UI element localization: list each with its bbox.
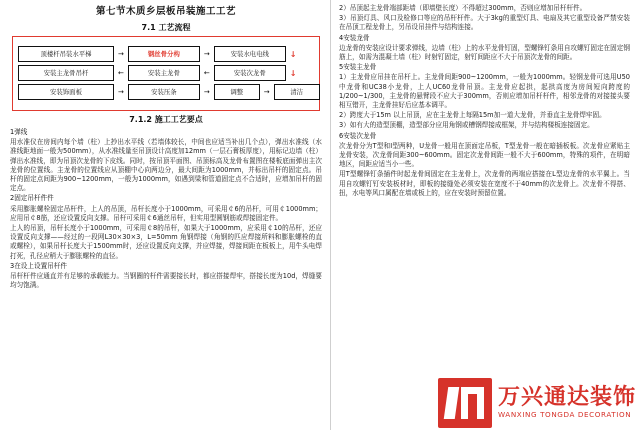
flow-arrow-red-icon: ↓ [289, 49, 297, 59]
flow-node-1-2: 钢丝骨分构 [128, 46, 200, 62]
paragraph: 3）如有大的造型顶棚，造型部分应用角钢或槽钢焊接成框架，并与结构楼板连接固定。 [339, 121, 594, 130]
paragraph: 6安装次龙骨 [339, 131, 377, 140]
flow-node-1-3: 安装水电电线 [214, 46, 286, 62]
flow-node-2-1: 安装主龙骨吊杆 [18, 65, 114, 81]
flow-node-3-2: 安装压条 [128, 84, 200, 100]
watermark-brand-cn: 万兴通达装饰 [497, 385, 636, 410]
flow-arrow-icon: → [203, 50, 210, 58]
paragraph: 用T型螺锋钉条插件时起龙骨间固定在主龙骨上，次龙骨的两端应搭接在L型边龙骨的水平翼上。当用自攻螺钉钉安装板材时，即板的接缝处必须安装在宽度不于40mm的次龙骨上。次龙骨不得搭、扭，水电等风口属配在墙或板上的，应在安装时预留位置。 [339, 170, 630, 197]
flow-arrow-icon: ← [203, 69, 210, 77]
paragraph: 3在设上设置吊杆件 [10, 261, 67, 270]
paragraph: 1弹线 [10, 128, 28, 136]
paragraph: 吊杆杆件应通直并有足够的承载能力。当钢圈的杆件需要接长时，都应搭接焊牢，搭接长度为10d，焊缝要均匀饱满。 [10, 272, 322, 290]
paragraph: 5安装主龙骨 [339, 63, 377, 72]
flow-node-1-1: 顶楼杆吊装水平梯 [18, 46, 114, 62]
flow-row-3 [18, 84, 314, 100]
flow-node-2-3: 安装次龙骨 [214, 65, 286, 81]
flow-arrow-icon: → [203, 88, 210, 96]
right-column [330, 0, 640, 430]
document-title: 第七节木质乡层板吊装施工工艺 [95, 6, 236, 17]
paragraph: 1）主龙骨应吊挂在吊杆上。主龙骨间距900~1200mm，一般为1000mm。轻钢龙骨可选用U50中龙骨和UC38小龙骨，上人UC60龙骨吊顶。主龙骨应起拱，起拱高度为房间短向跨度的1/200~1/300，主龙骨的悬臂段不应大于300mm，否则应增加吊杆杆件，相邻龙骨的对接接头要相互错开，主龙骨挂好后应基本调平。 [339, 73, 630, 110]
flow-arrow-red-icon: ↓ [289, 68, 297, 78]
flow-node-2-2: 安装主龙骨 [128, 65, 200, 81]
watermark-brand-en: WANXING TONGDA DECORATION [497, 410, 632, 419]
flow-node-3-1: 安装饰面板 [18, 84, 114, 100]
paragraph: 边龙骨的安装应设计要求弹线，边墙（柱）上的水平龙骨钉固，型螺锋钉条用自攻螺钉固定在固定钢筋上，如需为混凝土墙（柱）时射钉固定，射钉间距应不大于吊顶次龙骨的间距。 [339, 43, 630, 62]
flow-arrow-icon: ← [118, 69, 124, 77]
paragraph: 2固定吊杆件件 [10, 194, 54, 203]
paragraph: 4安装龙骨 [339, 33, 370, 42]
flow-arrow-icon: → [263, 88, 270, 96]
flow-row-2 [18, 65, 314, 81]
flow-row-1 [18, 46, 314, 62]
flow-arrow-icon: → [118, 88, 124, 96]
flow-node-3-4: 清洁 [274, 84, 320, 100]
flow-node-3-3: 调整 [214, 84, 260, 100]
paragraph: 采用膨胀螺栓固定吊杆件，上人的吊顶，吊杆长度小于1000mm，可采用￠6的吊杆，可用￠1000mm；应用吊￠8筋，还应设置反向支撑。吊杆可采用￠6通丝吊杆，但实用型圆钢筋或焊接固定件。 [10, 204, 322, 222]
paragraph: 用水准仪在房间内每个墙（柱）上抄出水平线（若墙体较长，中间也应适当补出几个点），弹出水准线（水准线距地面一般为500mm），从水准线量至吊顶设计高度加12mm（一层石膏板厚度），用标记边墙（柱）弹出水准线，即为吊顶次龙骨的下皮线。同时，按吊顶平面图、吊顶标高及龙骨布置图在楼板底面弹出主次龙骨的位置线。主龙骨的位置线应从顶棚中心向两边分，最大间距为1000mm，并标出吊杆的固定点。吊杆的固定点间距为900~1200mm，一般为1000mm，如遇到梁和管道固定点不合适时，应增加吊杆的固定点。 [10, 138, 322, 193]
process-flow-diagram [12, 36, 320, 111]
process-points-title: 7.1.2 施工工艺要点 [129, 115, 203, 124]
paragraph: 2）跨度大于15m 以上吊顶，应在主龙骨上每隔15m加一道大龙骨，并垂直主龙骨焊牢固。 [339, 111, 606, 120]
paragraph: 3）吊顶灯具、风口及检修口等应的吊杆杆件。大于3kg的重型灯具、电扇及其它重型设备严禁安装在吊顶工程龙骨上，另吊设吊挂件与结构连接。 [339, 14, 630, 32]
flow-arrow-icon: → [118, 50, 124, 58]
paragraph: 2）吊顶起主龙骨端部距墙（即墙壁长度）不得超过300mm，否则应增加吊杆杆件。 [339, 4, 587, 12]
section-title: 7.1 工艺流程 [141, 23, 191, 32]
paragraph: 上人的吊顶，吊杆长度小于1000mm，可采用￠8的吊杆，如果大于1000mm，应采用￠10的吊杆，还应设置反向支撑——经过的一段网L30×30×3，L=50mm 角钢焊接（角钢的匹应焊接所料和膨胀螺栓的直或螺栓），如果吊杆长度大于1500mm时，还应设置反向支撑，并应焊接，焊接间距在板板上，用牛头电焊打死，孔径应稍大于膨胀螺栓的直径。 [10, 224, 322, 260]
paragraph: 次龙骨分为T型和I型两种，U龙骨一般用在顶面定吊板，T型龙骨一般在暗插板板。次龙骨应紧贴主龙骨安装，次龙骨间距300~600mm。固定次龙骨间距一般不大于600mm，特殊的项件，在明暗地区，间距应适当小一些。 [339, 141, 630, 169]
